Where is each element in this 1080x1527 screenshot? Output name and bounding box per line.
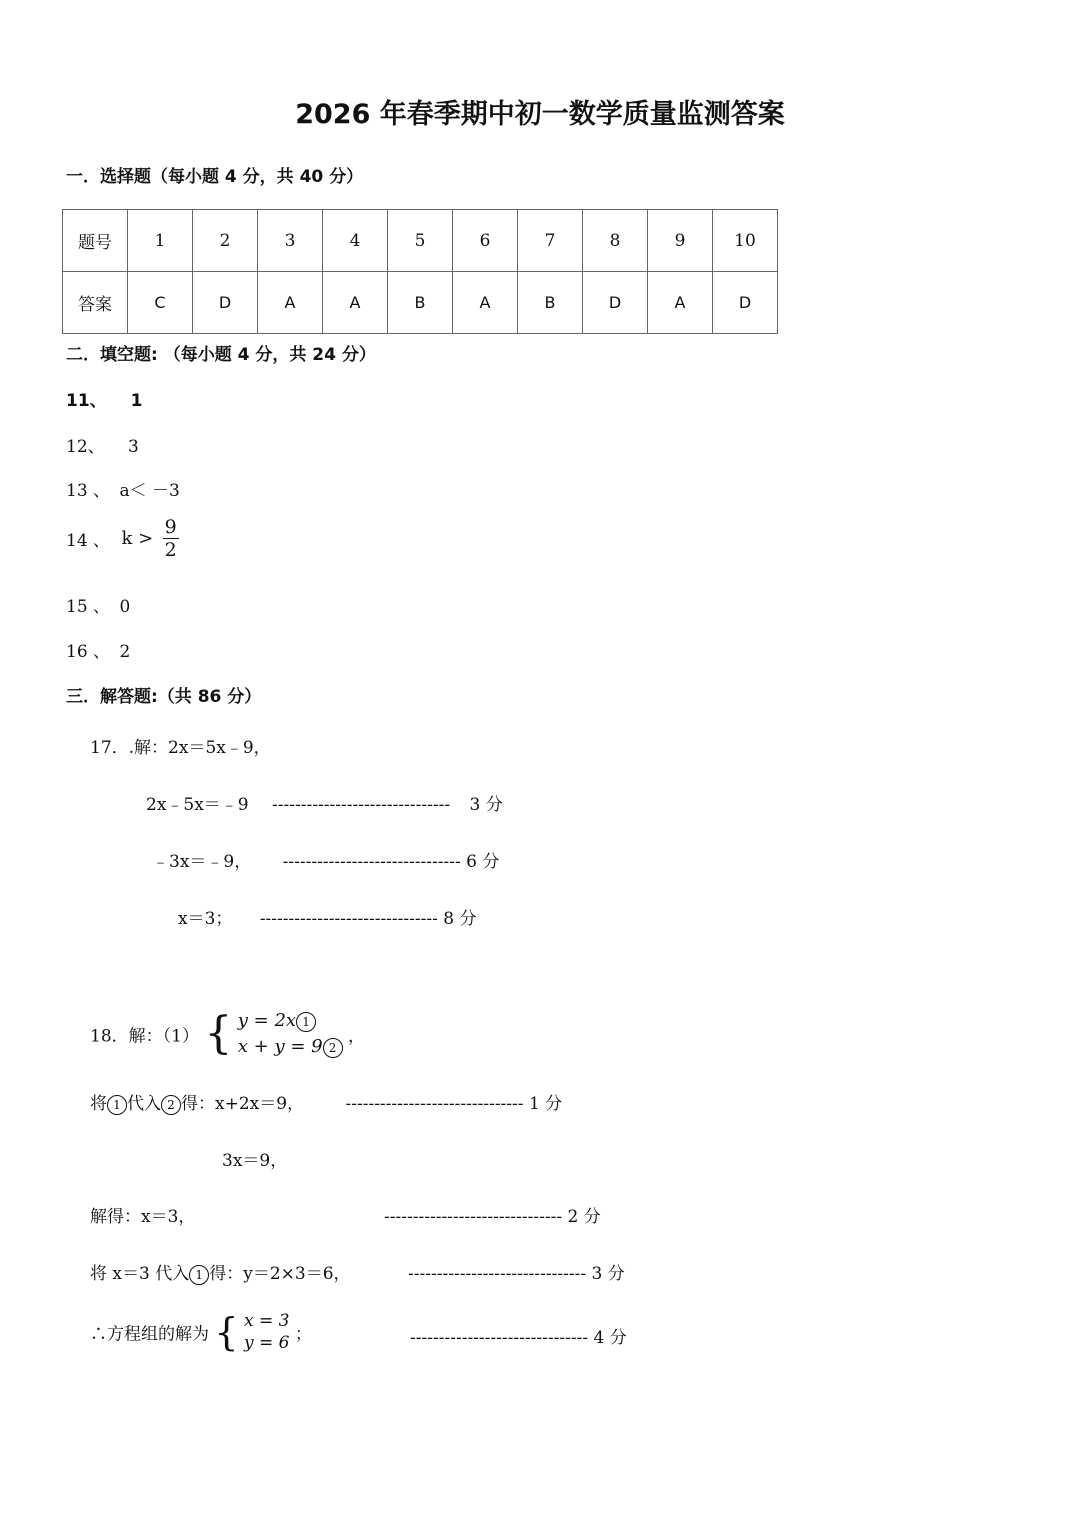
question-number: 2 [193, 210, 258, 272]
text-segment: 代入 [127, 1094, 161, 1114]
q16-label: 16 、 [66, 642, 111, 662]
punctuation: ， [348, 1026, 365, 1047]
answer-cell: A [648, 272, 713, 334]
left-brace-icon: { [204, 1008, 233, 1059]
question-number: 8 [583, 210, 648, 272]
q17-step1-eq: 2x﹣5x＝﹣9 [146, 795, 249, 815]
score-dashes: ------------------------------- 3 分 [408, 1264, 625, 1284]
answer-cell: D [583, 272, 648, 334]
fraction-numerator: 9 [164, 516, 177, 538]
section3-heading: 三．解答题:（共 86 分） [66, 687, 262, 707]
row-label: 题号 [63, 210, 128, 272]
question-number: 10 [713, 210, 778, 272]
question-number: 1 [128, 210, 193, 272]
solution-system [244, 1310, 289, 1354]
q17-line1: 17．.解：2x＝5x﹣9， [90, 738, 271, 758]
q18-solve-x [90, 1202, 195, 1227]
q16-answer: 2 [119, 642, 131, 662]
answer-cell: D [713, 272, 778, 334]
circled-number-icon: 2 [323, 1038, 343, 1058]
punctuation: ； [294, 1324, 312, 1345]
q13 [66, 476, 180, 501]
q16 [66, 637, 130, 662]
circled-number-icon: 1 [189, 1265, 209, 1285]
q18-substitute-y [90, 1259, 351, 1285]
q14-prefix: k > [121, 528, 154, 549]
q15 [66, 592, 130, 617]
answer-cell: A [453, 272, 518, 334]
text-segment: 得：x+2x＝9， [181, 1094, 305, 1114]
score-dashes: ------------------------------- 1 分 [345, 1094, 563, 1114]
score-dashes: ------------------------------- 8 分 [259, 909, 477, 929]
question-number: 5 [388, 210, 453, 272]
answer-cell: A [258, 272, 323, 334]
circled-number-icon: 1 [296, 1012, 316, 1032]
circled-number-icon: 2 [161, 1095, 181, 1115]
q18-label: 18．解：（1） [90, 1026, 199, 1047]
q12-label: 12、 [66, 437, 105, 457]
score-dashes: ------------------------------- 4 分 [410, 1328, 627, 1348]
q14 [66, 516, 179, 561]
table-row [63, 272, 778, 334]
q11-label: 11、 [66, 391, 107, 411]
equation-1: y = 2x [237, 1010, 297, 1031]
equation-2: x + y = 9 [237, 1036, 323, 1057]
left-brace-icon: { [214, 1310, 239, 1354]
section2-heading: 二．填空题: （每小题 4 分，共 24 分） [66, 345, 376, 365]
q15-label: 15 、 [66, 597, 111, 617]
question-number: 7 [518, 210, 583, 272]
fraction-denominator: 2 [164, 539, 177, 561]
score-dashes: ------------------------------- 6 分 [282, 852, 500, 872]
q11 [66, 386, 142, 411]
conclusion-text: ∴方程组的解为 [90, 1324, 209, 1345]
q17-step3-eq: x＝3； [178, 909, 233, 929]
answer-cell: A [323, 272, 388, 334]
q17-step2 [152, 847, 499, 872]
q15-answer: 0 [119, 597, 131, 617]
page-title: 2026 年春季期中初一数学质量监测答案 [295, 99, 785, 130]
q12-answer: 3 [128, 437, 139, 457]
q18-substitution [90, 1089, 562, 1115]
q14-fraction [163, 516, 179, 561]
q12 [66, 432, 139, 457]
section1-heading: 一．选择题（每小题 4 分，共 40 分） [66, 167, 364, 187]
score: 3 分 [469, 795, 503, 815]
q17-step1 [146, 790, 503, 815]
q11-answer: 1 [130, 391, 143, 411]
answer-cell: C [128, 272, 193, 334]
q18-system [90, 1008, 365, 1060]
q18-conclusion [90, 1310, 312, 1354]
solution-y: y = 6 [244, 1333, 290, 1353]
q13-label: 13 、 [66, 481, 111, 501]
answer-cell: B [388, 272, 453, 334]
q14-label: 14 、 [66, 531, 111, 551]
question-number: 6 [453, 210, 518, 272]
equation-system [238, 1008, 343, 1060]
table-row [63, 210, 778, 272]
circled-number-icon: 1 [107, 1095, 127, 1115]
score-dashes: ------------------------------- 2 分 [384, 1207, 601, 1227]
question-number: 9 [648, 210, 713, 272]
text-segment: 将 [90, 1094, 107, 1114]
answer-cell: B [518, 272, 583, 334]
answer-cell: D [193, 272, 258, 334]
q17-step2-eq: ﹣3x＝﹣9， [152, 852, 252, 872]
answer-table [62, 209, 778, 334]
q17-step3 [178, 904, 477, 929]
solution-x: x = 3 [244, 1311, 290, 1331]
text-segment: 将 x＝3 代入 [90, 1264, 190, 1284]
q18-step-3x: 3x＝9， [222, 1151, 288, 1171]
text-segment: 得：y＝2×3＝6， [209, 1264, 351, 1284]
question-number: 4 [323, 210, 388, 272]
score-dashes: ------------------------------- [272, 795, 451, 815]
q18-solve-x-text: 解得：x＝3， [90, 1207, 196, 1227]
question-number: 3 [258, 210, 323, 272]
q13-answer: a＜ －3 [119, 481, 180, 501]
row-label: 答案 [63, 272, 128, 334]
